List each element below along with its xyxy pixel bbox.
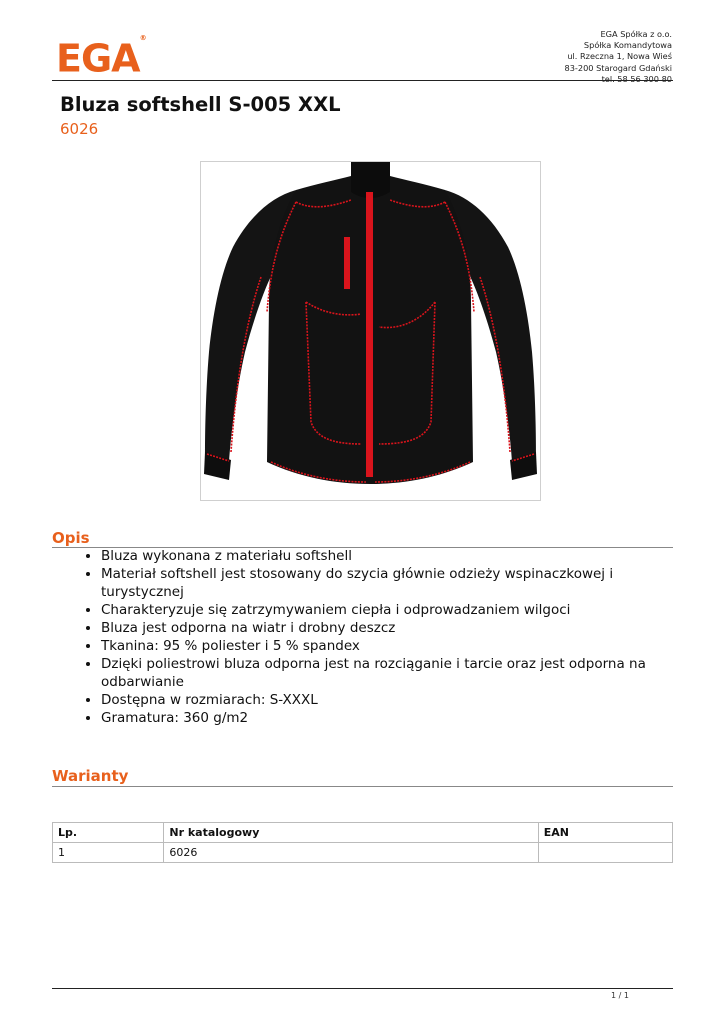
cell-catalog-number: 6026 — [164, 843, 538, 863]
registered-mark: ® — [139, 34, 147, 42]
column-header-ean: EAN — [538, 823, 672, 843]
list-item: • Dzięki poliestrowi bluza odporna jest na rozciąganie i tarcie oraz jest odporna na odbarwianie — [101, 655, 661, 691]
company-address — [565, 29, 673, 85]
description-heading: Opis — [52, 529, 90, 547]
description-list — [86, 547, 661, 727]
company-line: Spółka Komandytowa — [583, 40, 672, 51]
list-item: • Bluza jest odporna na wiatr i drobny deszcz — [101, 619, 661, 637]
product-photo — [200, 161, 541, 501]
list-item: • Tkanina: 95 % poliester i 5 % spandex — [101, 637, 661, 655]
table-header-row — [53, 823, 673, 843]
list-item: • Gramatura: 360 g/m2 — [101, 709, 661, 727]
jacket-icon — [201, 162, 540, 500]
cell-lp: 1 — [53, 843, 164, 863]
product-title: Bluza softshell S-005 XXL — [60, 93, 341, 116]
company-line: ul. Rzeczna 1, Nowa Wieś — [567, 51, 672, 62]
list-item: • Charakteryzuje się zatrzymywaniem ciepła i odprowadzaniem wilgoci — [101, 601, 661, 619]
variants-heading: Warianty — [52, 767, 129, 785]
list-item: • Bluza wykonana z materiału softshell — [101, 547, 661, 565]
footer-divider — [52, 988, 673, 989]
column-header-lp: Lp. — [53, 823, 164, 843]
list-item: • Materiał softshell jest stosowany do szycia głównie odzieży wspinaczkowej i turystycznej — [101, 565, 661, 601]
header-divider — [52, 80, 673, 81]
column-header-catalog-number: Nr katalogowy — [164, 823, 538, 843]
company-line: 83-200 Starogard Gdański — [564, 62, 672, 73]
company-phone: tel. 58 56 300 80 — [601, 73, 672, 84]
ega-logo — [56, 36, 147, 79]
company-line: EGA Spółka z o.o. — [600, 29, 672, 39]
logo-text: EGA — [56, 36, 140, 81]
product-code: 6026 — [60, 120, 99, 138]
variants-divider — [52, 786, 673, 787]
variants-table — [52, 822, 673, 863]
cell-ean — [538, 843, 672, 863]
page-number: 1 / 1 — [611, 991, 629, 1000]
list-item: • Dostępna w rozmiarach: S-XXXL — [101, 691, 661, 709]
table-row — [53, 843, 673, 863]
